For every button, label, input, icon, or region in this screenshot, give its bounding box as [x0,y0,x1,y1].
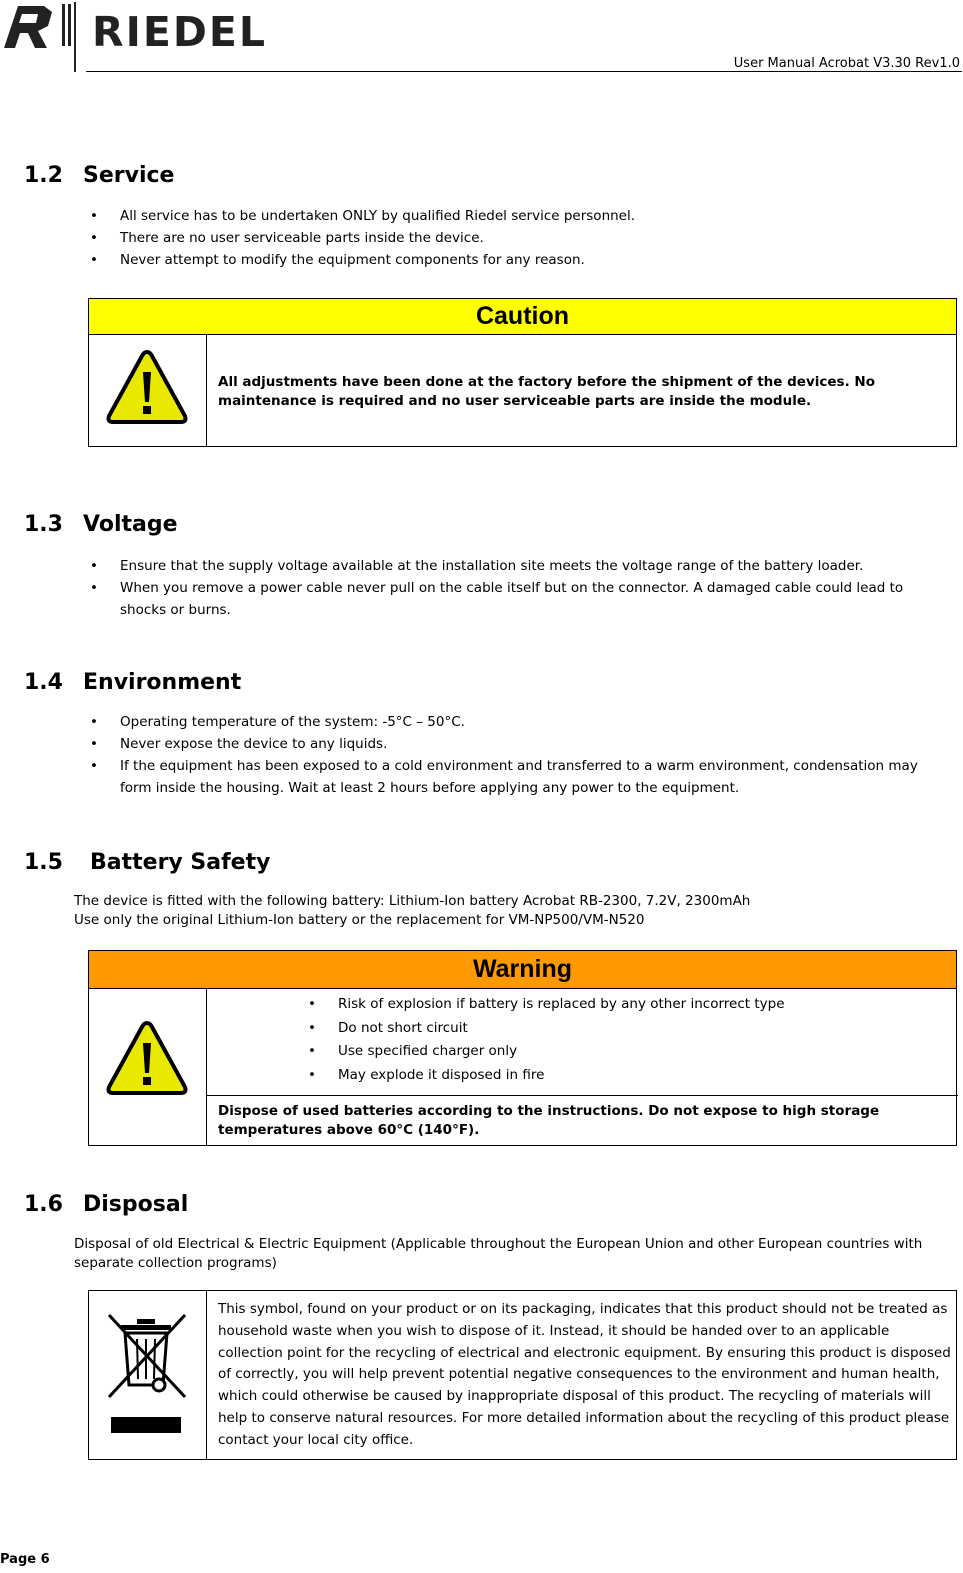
section-title: Service [83,163,175,188]
list-item: • Risk of explosion if battery is replaced by any other incorrect type [308,993,928,1017]
section-heading-environment [24,670,241,695]
service-bullet-list [90,205,950,271]
disposal-icon-cell [89,1291,207,1459]
section-heading-voltage [24,512,178,537]
section-heading-battery [24,850,270,875]
warning-triangle-icon [105,348,189,426]
list-item: • Do not short circuit [308,1017,928,1041]
list-item: • Ensure that the supply voltage available at the installation site meets the voltage range of the battery loader. [90,555,950,577]
warning-triangle-icon [105,1019,189,1097]
list-item: • When you remove a power cable never pull on the cable itself but on the connector. A damaged cable could lead to shocks or burns. [90,577,950,621]
warning-box [88,950,957,1146]
list-item: • If the equipment has been exposed to a cold environment and transferred to a warm environment, condensation may form inside the housing. Wait at least 2 hours before applying any power to the equipment. [90,755,950,799]
warning-note: Dispose of used batteries according to the instructions. Do not expose to high storage temperatures above 60°C (140°F). [218,1103,880,1138]
section-heading-disposal [24,1192,188,1217]
battery-intro-line-2: Use only the original Lithium-Ion battery or the replacement for VM-NP500/VM-N520 [74,912,645,928]
section-number: 1.3 [24,512,63,537]
list-item: • Never expose the device to any liquids. [90,733,950,755]
list-item: • All service has to be undertaken ONLY by qualified Riedel service personnel. [90,205,950,227]
warning-bullet-list [308,993,928,1087]
caution-box [88,298,957,447]
section-heading-service [24,163,174,188]
warning-divider [207,1095,958,1096]
section-number: 1.6 [24,1192,63,1217]
disposal-intro: Disposal of old Electrical & Electric Equipment (Applicable throughout the European Union and other European countries with separate collection programs) [74,1236,923,1271]
battery-intro-line-1: The device is fitted with the following battery: Lithium-Ion battery Acrobat RB-2300, 7.2V, 2300mAh [74,893,751,909]
list-item: • Operating temperature of the system: -5°C – 50°C. [90,711,950,733]
caution-icon-cell [89,335,207,446]
crossed-out-bin-icon [107,1313,187,1435]
list-item: • Use specified charger only [308,1040,928,1064]
warning-header: Warning [89,951,956,989]
section-title: Battery Safety [90,850,271,875]
header-divider [86,71,962,72]
caution-header: Caution [89,299,956,335]
section-number: 1.5 [24,850,63,875]
warning-icon-cell [89,989,207,1145]
page-number: Page 6 [0,1552,50,1567]
section-title: Environment [83,670,242,695]
section-number: 1.2 [24,163,63,188]
section-title: Voltage [83,512,178,537]
disposal-text: This symbol, found on your product or on its packaging, indicates that this product should not be treated as household waste when you wish to dispose of it. Instead, it should be handed over to an applicable collection point for the recycling of electrical and electronic equipment. By ensuring this product is disposed of correctly, you will help prevent potential negative consequences to the environment and human health, which could otherwise be caused by inappropriate disposal of this product. The recycling of materials will help to conserve natural resources. For more detailed information about the recycling of this product please contact your local city office. [218,1301,951,1448]
document-title: User Manual Acrobat V3.30 Rev1.0 [733,56,960,71]
list-item: • There are no user serviceable parts inside the device. [90,227,950,249]
voltage-bullet-list [90,555,950,621]
disposal-box [88,1290,957,1460]
caution-text: All adjustments have been done at the factory before the shipment of the devices. No maintenance is required and no user serviceable parts are inside the module. [218,374,875,409]
section-number: 1.4 [24,670,63,695]
list-item: • Never attempt to modify the equipment components for any reason. [90,249,950,271]
environment-bullet-list [90,711,950,799]
list-item: • May explode it disposed in fire [308,1064,928,1088]
section-title: Disposal [83,1192,189,1217]
brand-name: RIEDEL [92,8,267,56]
